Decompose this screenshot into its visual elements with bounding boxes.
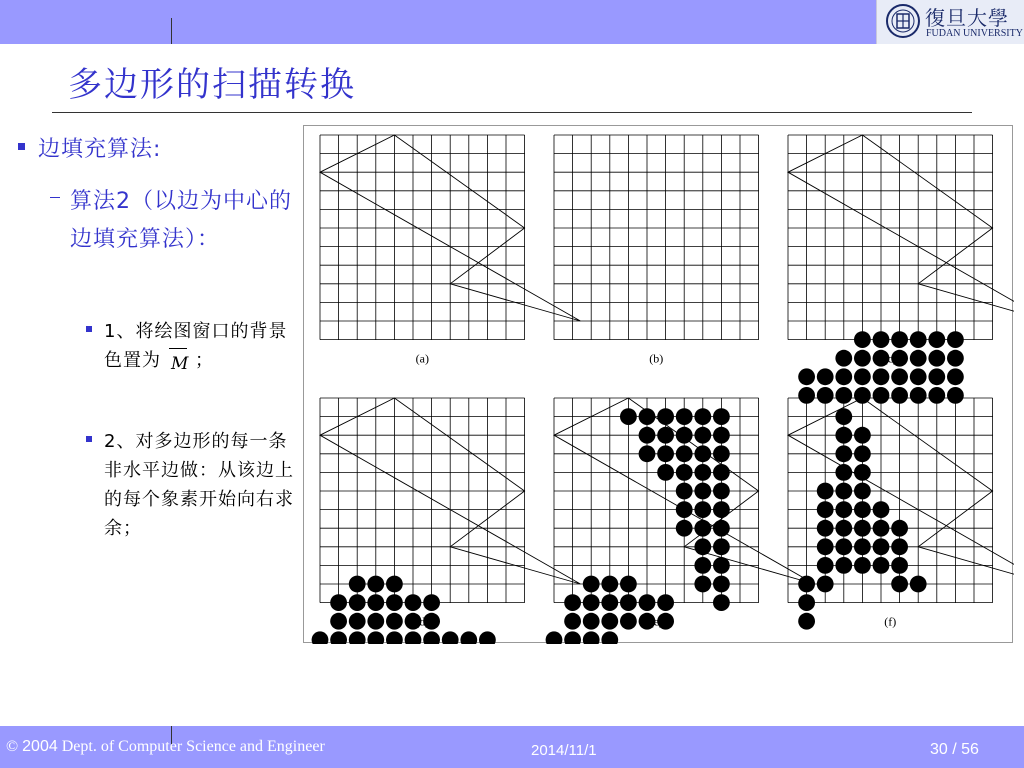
copyright-year: 2004 (22, 738, 58, 755)
filled-pixel (694, 408, 711, 425)
m-letter: M (171, 354, 190, 374)
filled-pixel (910, 576, 927, 593)
filled-pixel (713, 501, 730, 518)
filled-pixel (817, 520, 834, 537)
filled-pixel (817, 557, 834, 574)
filled-pixel (854, 445, 871, 462)
filled-pixel (873, 501, 890, 518)
logo-chinese-text: 復旦大學 (925, 6, 1009, 30)
filled-pixel (676, 408, 693, 425)
filled-pixel (798, 613, 815, 630)
filled-pixel (928, 368, 945, 385)
filled-pixel (694, 427, 711, 444)
slide-date: 2014/11/1 (531, 742, 597, 759)
filled-pixel (835, 368, 852, 385)
filled-pixel (564, 631, 581, 644)
filled-pixel (798, 368, 815, 385)
filled-pixel (835, 464, 852, 481)
top-bar (0, 0, 1024, 44)
filled-pixel (891, 368, 908, 385)
filled-pixel (835, 501, 852, 518)
filled-pixel (694, 445, 711, 462)
filled-pixel (657, 445, 674, 462)
filled-pixel (694, 576, 711, 593)
filled-pixel (694, 538, 711, 555)
filled-pixel (928, 331, 945, 348)
filled-pixel (854, 538, 871, 555)
filled-pixel (386, 613, 403, 630)
filled-pixel (330, 613, 347, 630)
filled-pixel (564, 594, 581, 611)
copyright-text: Dept. of Computer Science and Engineer (61, 738, 325, 755)
square-bullet-icon (86, 436, 92, 442)
grid-panel (320, 135, 580, 366)
filled-pixel (601, 576, 618, 593)
dash-bullet-icon (50, 197, 60, 198)
filled-pixel (676, 464, 693, 481)
filled-pixel (835, 427, 852, 444)
filled-pixel (713, 483, 730, 500)
filled-pixel (854, 350, 871, 367)
grid-panel (788, 135, 1014, 404)
filled-pixel (620, 594, 637, 611)
seal-icon (885, 3, 921, 39)
filled-pixel (713, 445, 730, 462)
filled-pixel (891, 331, 908, 348)
filled-pixel (442, 631, 459, 644)
panel-label: (e) (649, 614, 663, 629)
filled-pixel (817, 501, 834, 518)
filled-pixel (583, 613, 600, 630)
filled-pixel (873, 557, 890, 574)
grid-panel (546, 398, 815, 644)
filled-pixel (835, 350, 852, 367)
filled-pixel (713, 464, 730, 481)
filled-pixel (460, 631, 477, 644)
filled-pixel (676, 501, 693, 518)
filled-pixel (873, 538, 890, 555)
filled-pixel (349, 631, 366, 644)
filled-pixel (891, 538, 908, 555)
filled-pixel (601, 594, 618, 611)
bullet-edge-fill-text: 边填充算法: (38, 137, 162, 162)
filled-pixel (798, 594, 815, 611)
logo-english-text: FUDAN UNIVERSITY (926, 28, 1023, 39)
filled-pixel (657, 594, 674, 611)
filled-pixel (817, 538, 834, 555)
filled-pixel (583, 631, 600, 644)
square-bullet-icon (86, 326, 92, 332)
filled-pixel (349, 613, 366, 630)
copyright (6, 738, 325, 756)
filled-pixel (910, 331, 927, 348)
filled-pixel (639, 427, 656, 444)
filled-pixel (713, 520, 730, 537)
filled-pixel (694, 557, 711, 574)
filled-pixel (423, 594, 440, 611)
grid-panel (554, 135, 759, 366)
step-1-suffix: ； (195, 350, 214, 371)
panel-label: (c) (883, 351, 897, 366)
filled-pixel (910, 350, 927, 367)
bottom-bar (0, 726, 1024, 768)
filled-pixel (639, 445, 656, 462)
filled-pixel (817, 483, 834, 500)
filled-pixel (854, 368, 871, 385)
filled-pixel (854, 557, 871, 574)
filled-pixel (873, 368, 890, 385)
copyright-symbol: © (6, 738, 19, 755)
filled-pixel (694, 483, 711, 500)
filled-pixel (405, 631, 422, 644)
filled-pixel (312, 631, 329, 644)
filled-pixel (330, 594, 347, 611)
filled-pixel (713, 427, 730, 444)
filled-pixel (423, 631, 440, 644)
overline-mark (169, 348, 187, 349)
filled-pixel (583, 594, 600, 611)
panel-label: (d) (415, 614, 430, 629)
complement-m-symbol (161, 348, 195, 374)
filled-pixel (657, 427, 674, 444)
panel-label: (f) (884, 614, 897, 629)
filled-pixel (873, 331, 890, 348)
filled-pixel (835, 483, 852, 500)
step-2-text: 2、对多边形的每一条非水平边做：从该边上的每个象素开始向右求余； (104, 431, 294, 539)
filled-pixel (817, 368, 834, 385)
filled-pixel (854, 464, 871, 481)
grid-panel (780, 398, 1014, 644)
filled-pixel (583, 576, 600, 593)
filled-pixel (349, 594, 366, 611)
filled-pixel (947, 350, 964, 367)
filled-pixel (947, 368, 964, 385)
filled-pixel (657, 464, 674, 481)
title-underline (52, 112, 972, 113)
filled-pixel (694, 520, 711, 537)
filled-pixel (713, 538, 730, 555)
filled-pixel (639, 408, 656, 425)
filled-pixel (854, 427, 871, 444)
square-bullet-icon (18, 143, 25, 150)
edge-fill-figure (303, 125, 1013, 643)
filled-pixel (817, 576, 834, 593)
filled-pixel (713, 408, 730, 425)
filled-pixel (657, 408, 674, 425)
filled-pixel (928, 350, 945, 367)
step-1-text (104, 317, 296, 375)
filled-pixel (694, 501, 711, 518)
filled-pixel (330, 631, 347, 644)
filled-pixel (479, 631, 496, 644)
top-bar-divider (171, 18, 172, 44)
filled-pixel (910, 368, 927, 385)
panel-label: (b) (649, 351, 664, 366)
edge-fill-figure-svg (304, 126, 1014, 644)
sub-bullet-algorithm2-text: 算法2（以边为中心的边填充算法）： (70, 189, 292, 252)
filled-pixel (349, 576, 366, 593)
filled-pixel (620, 576, 637, 593)
filled-pixel (676, 483, 693, 500)
filled-pixel (713, 594, 730, 611)
filled-pixel (713, 557, 730, 574)
filled-pixel (367, 631, 384, 644)
filled-pixel (620, 408, 637, 425)
filled-pixel (798, 576, 815, 593)
slide-title: 多边形的扫描转换 (68, 65, 356, 105)
filled-pixel (601, 631, 618, 644)
filled-pixel (835, 557, 852, 574)
filled-pixel (639, 594, 656, 611)
filled-pixel (546, 631, 563, 644)
fudan-logo (876, 0, 1024, 44)
filled-pixel (564, 613, 581, 630)
filled-pixel (891, 520, 908, 537)
filled-pixel (386, 576, 403, 593)
filled-pixel (854, 520, 871, 537)
filled-pixel (835, 445, 852, 462)
filled-pixel (676, 427, 693, 444)
page-number: 30 / 56 (930, 741, 979, 758)
filled-pixel (947, 331, 964, 348)
filled-pixel (854, 501, 871, 518)
filled-pixel (854, 483, 871, 500)
filled-pixel (835, 538, 852, 555)
filled-pixel (873, 520, 890, 537)
filled-pixel (854, 331, 871, 348)
filled-pixel (835, 408, 852, 425)
filled-pixel (601, 613, 618, 630)
filled-pixel (835, 520, 852, 537)
filled-pixel (713, 576, 730, 593)
filled-pixel (367, 576, 384, 593)
filled-pixel (405, 594, 422, 611)
filled-pixel (891, 557, 908, 574)
filled-pixel (676, 520, 693, 537)
filled-pixel (386, 631, 403, 644)
filled-pixel (694, 464, 711, 481)
filled-pixel (386, 594, 403, 611)
filled-pixel (367, 613, 384, 630)
filled-pixel (620, 613, 637, 630)
grid-panel (312, 398, 581, 644)
filled-pixel (676, 445, 693, 462)
panel-label: (a) (415, 351, 429, 366)
filled-pixel (367, 594, 384, 611)
step-1-prefix: 1、将绘图窗口的背景色置为 (104, 321, 288, 371)
filled-pixel (891, 576, 908, 593)
